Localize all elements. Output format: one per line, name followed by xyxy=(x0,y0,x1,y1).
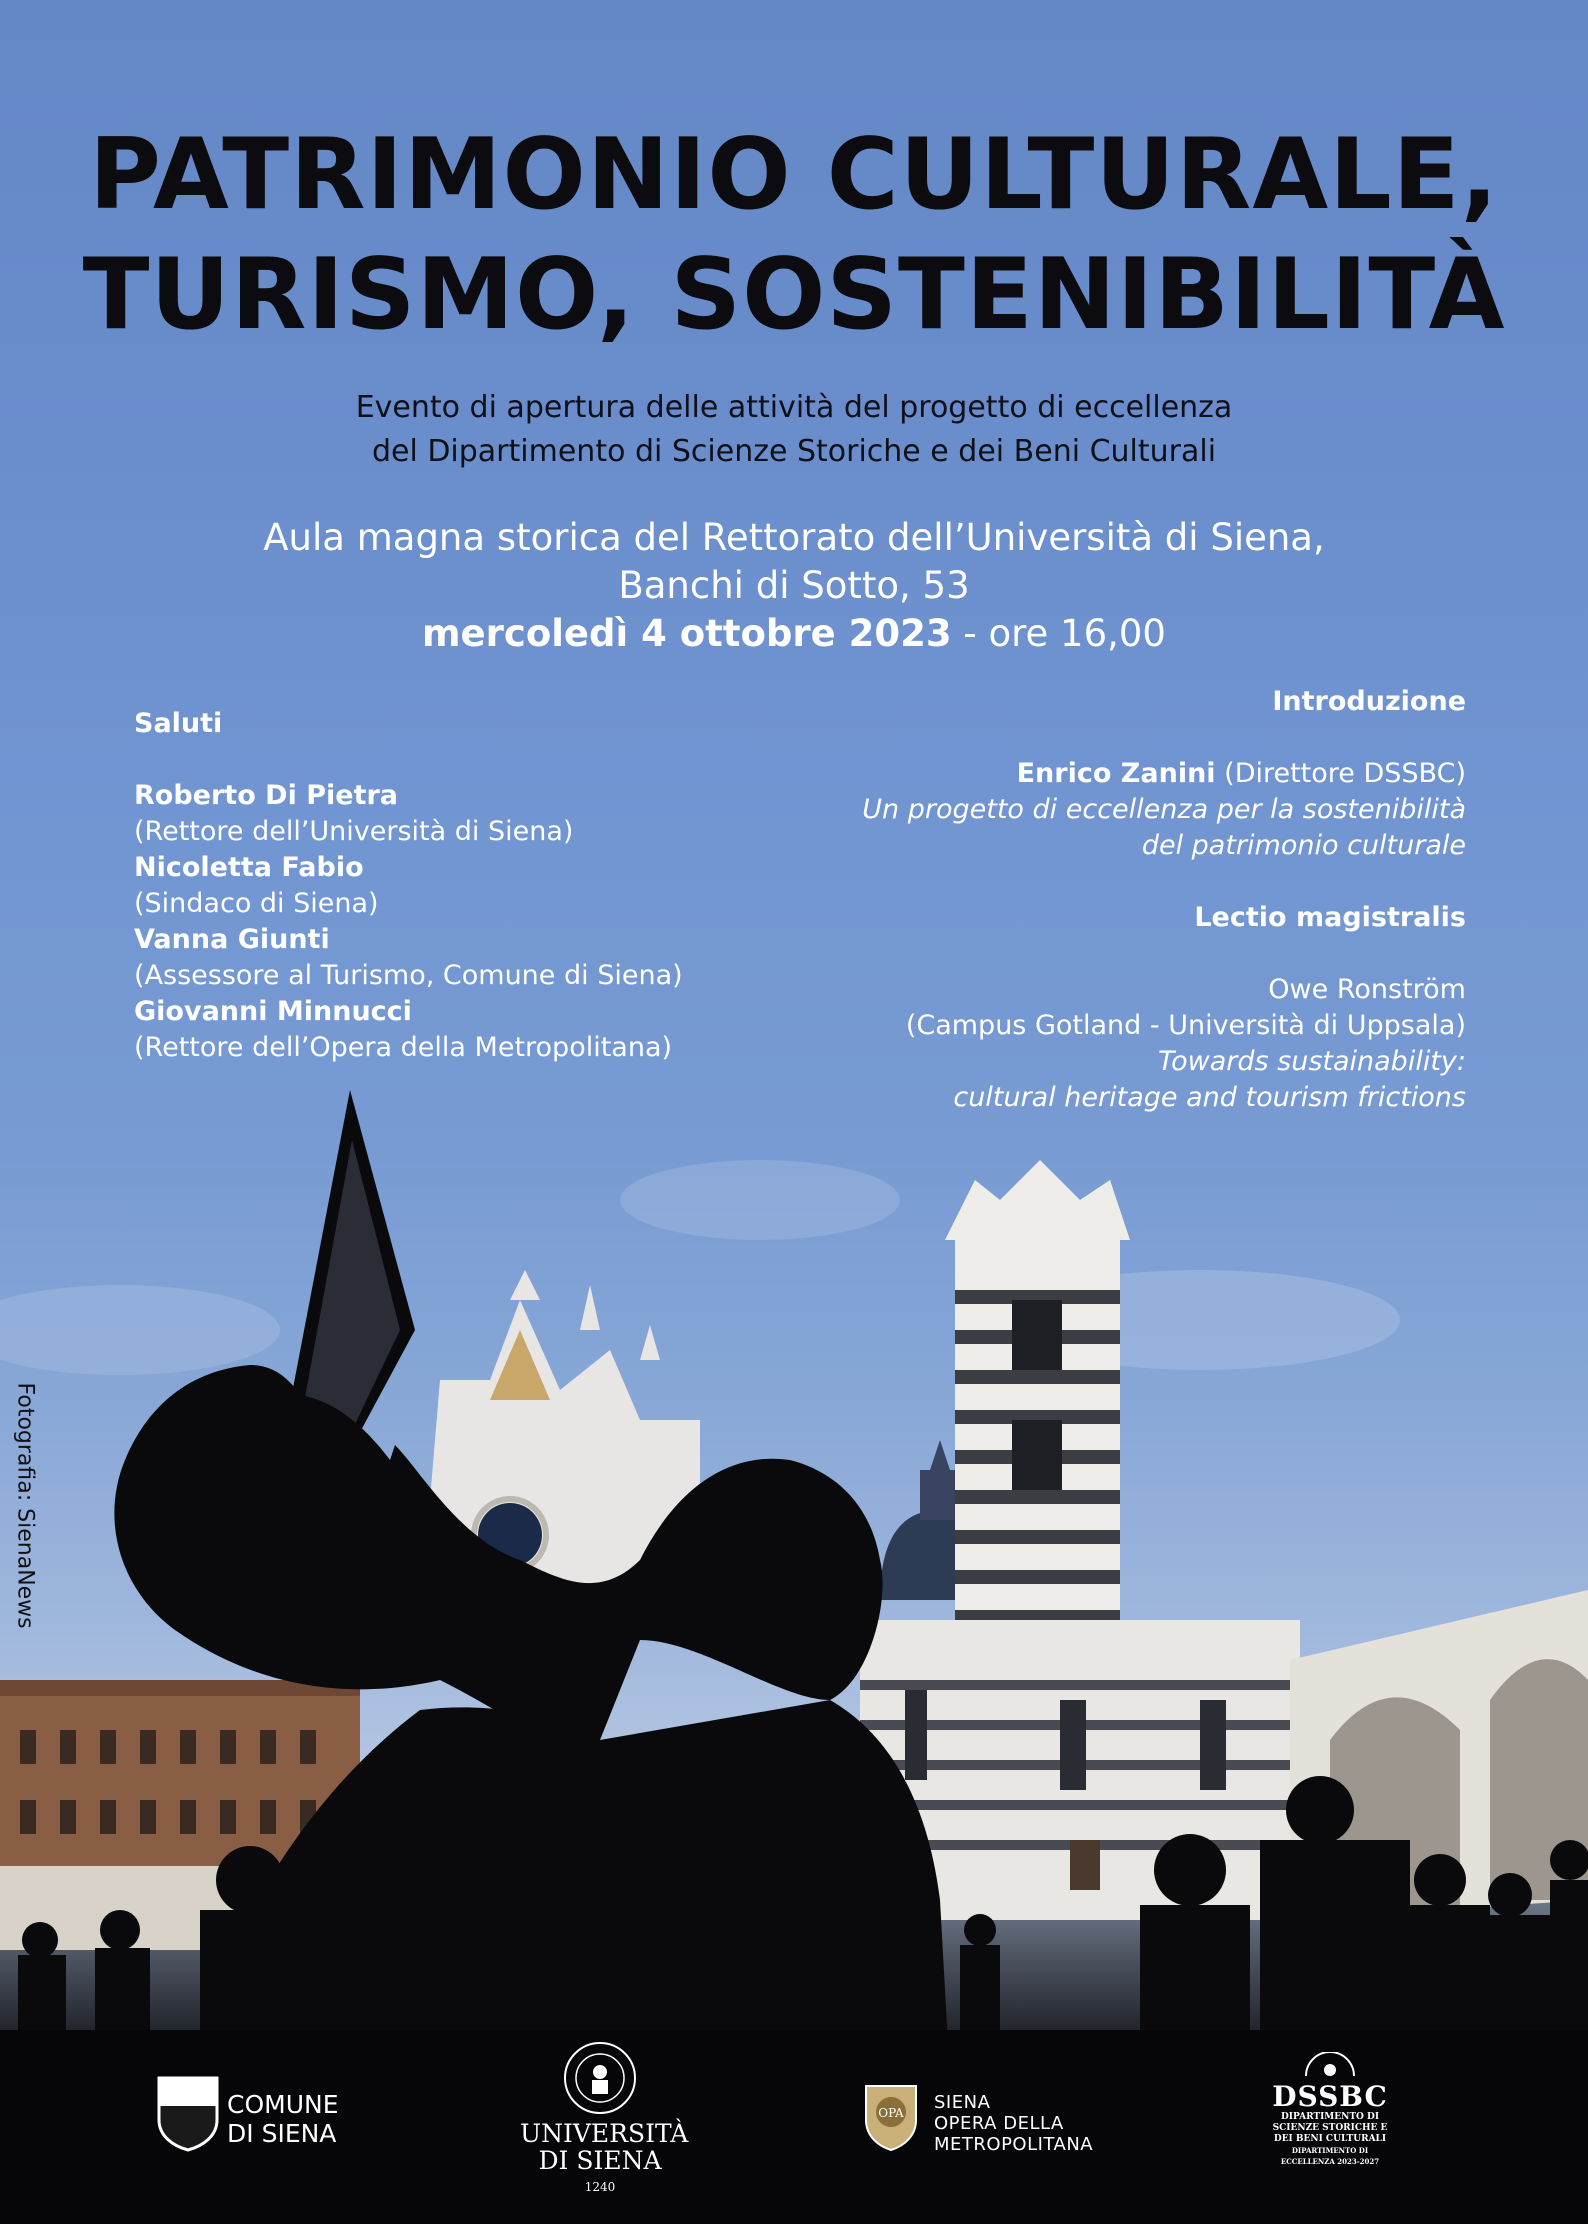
event-venue xyxy=(0,514,1588,658)
unisi-line-2: DI SIENA xyxy=(538,2146,662,2175)
title-line-2: TURISMO, SOSTENIBILITÀ xyxy=(82,238,1506,352)
subtitle-line-1: Evento di apertura delle attività del progetto di eccellenza xyxy=(355,390,1233,425)
comune-line-1: COMUNE xyxy=(227,2090,339,2119)
speaker-name: Vanna Giunti xyxy=(134,924,330,955)
opera-mark-text: OPA xyxy=(878,2106,904,2120)
introduzione-heading: Introduzione xyxy=(1272,686,1466,717)
opera-metropolitana-logo xyxy=(862,2082,1094,2156)
dssbc-line-1: DIPARTIMENTO DI xyxy=(1280,2112,1380,2122)
event-time: - ore 16,00 xyxy=(963,612,1166,655)
opera-line-2: OPERA DELLA xyxy=(934,2113,1064,2134)
lectio-talk-line-1: Towards sustainability: xyxy=(1157,1046,1466,1077)
dssbc-seal-icon xyxy=(1300,2052,1360,2078)
title-line-1: PATRIMONIO CULTURALE, xyxy=(89,118,1499,232)
photo-credit: Fotografia: SienaNews xyxy=(12,1382,38,1629)
saluti-section xyxy=(134,706,774,1066)
introduzione-talk-line-2: del patrimonio culturale xyxy=(1141,830,1466,861)
tourist-silhouette xyxy=(114,1090,950,2080)
lectio-talk-line-2: cultural heritage and tourism frictions xyxy=(953,1082,1466,1113)
subtitle-line-2: del Dipartimento di Scienze Storiche e dei Beni Culturali xyxy=(371,434,1217,469)
universita-di-siena-logo xyxy=(520,2040,689,2201)
bell-tower xyxy=(945,1160,1130,1660)
introduzione-speaker xyxy=(726,756,1466,792)
opera-line-3: METROPOLITANA xyxy=(934,2134,1094,2155)
opera-line-1: SIENA xyxy=(934,2092,991,2113)
speaker-name: Giovanni Minnucci xyxy=(134,996,412,1027)
dssbc-line-4: DIPARTIMENTO DI ECCELLENZA 2023-2027 xyxy=(1280,2146,1380,2166)
speaker-name: Nicoletta Fabio xyxy=(134,852,364,883)
unisi-year: 1240 xyxy=(584,2180,616,2194)
opera-shield-icon xyxy=(862,2082,920,2152)
lectio-heading: Lectio magistralis xyxy=(1194,902,1466,933)
introduzione-talk-line-1: Un progetto di eccellenza per la sostenibilità xyxy=(862,794,1466,825)
dssbc-line-2: SCIENZE STORICHE E xyxy=(1272,2123,1388,2133)
speaker-role: (Rettore dell’Opera della Metropolitana) xyxy=(134,1032,673,1063)
event-datetime xyxy=(0,610,1588,658)
speaker-role: (Rettore dell’Università di Siena) xyxy=(134,816,574,847)
introduzione-role: (Direttore DSSBC) xyxy=(1224,758,1466,789)
dssbc-abbr: DSSBC xyxy=(1272,2080,1388,2113)
dssbc-line-3: DEI BENI CULTURALI xyxy=(1273,2134,1387,2144)
comune-di-siena-logo xyxy=(157,2076,339,2156)
unisi-line-1: UNIVERSITÀ xyxy=(520,2119,689,2148)
speaker-role: (Assessore al Turismo, Comune di Siena) xyxy=(134,960,683,991)
event-title xyxy=(0,115,1588,355)
venue-line-2: Banchi di Sotto, 53 xyxy=(618,564,970,607)
saluti-heading: Saluti xyxy=(134,708,223,739)
introduzione-name: Enrico Zanini xyxy=(1016,758,1216,789)
dssbc-logo xyxy=(1270,2052,1390,2167)
event-subtitle xyxy=(0,386,1588,474)
program-section xyxy=(726,684,1466,1116)
comune-shield-icon xyxy=(157,2076,219,2152)
venue-line-1: Aula magna storica del Rettorato dell’Università di Siena, xyxy=(263,516,1325,559)
speaker-name: Roberto Di Pietra xyxy=(134,780,399,811)
lectio-name: Owe Ronström xyxy=(1268,974,1466,1005)
speaker-role: (Sindaco di Siena) xyxy=(134,888,379,919)
lectio-affiliation: (Campus Gotland - Università di Uppsala) xyxy=(905,1010,1466,1041)
event-date: mercoledì 4 ottobre 2023 xyxy=(422,612,952,655)
comune-line-2: DI SIENA xyxy=(227,2119,337,2148)
university-seal-icon xyxy=(562,2040,638,2116)
